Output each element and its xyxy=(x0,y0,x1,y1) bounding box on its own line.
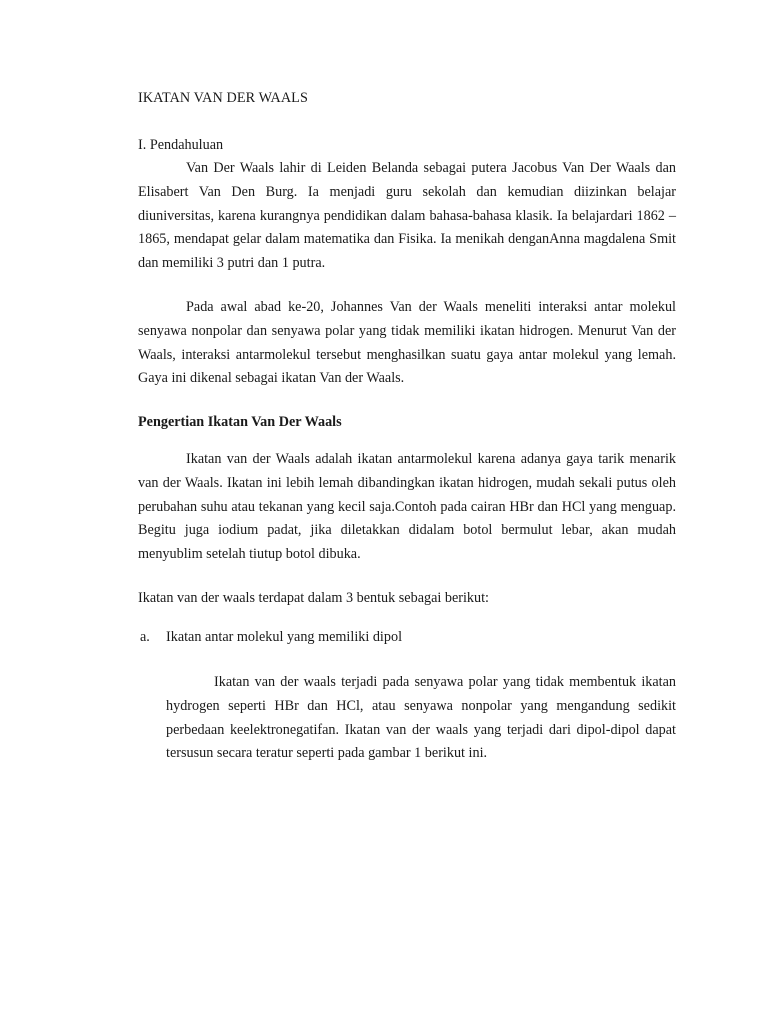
list-marker: a. xyxy=(140,629,150,645)
list-intro: Ikatan van der waals terdapat dalam 3 bentuk sebagai berikut: xyxy=(138,590,490,606)
section-label: I. Pendahuluan xyxy=(138,137,224,153)
paragraph-background: Pada awal abad ke-20, Johannes Van der Waals meneliti interaksi antar molekul senyawa nonpolar dan senyawa polar yang tidak memiliki ikatan hidrogen. Menurut Van der Waals, interaksi antarmolekul tersebut menghasilkan suatu gaya antar molekul yang lemah. Gaya ini dikenal sebagai ikatan Van der Waals. xyxy=(138,299,676,387)
paragraph-intro: Van Der Waals lahir di Leiden Belanda sebagai putera Jacobus Van Der Waals dan Elisabert Van Den Burg. Ia menjadi guru sekolah dan kemudian diizinkan belajar diuniversitas, karena kurangnya pendidikan dalam bahasa-bahasa klasik. Ia belajardari 1862 – 1865, mendapat gelar dalam matematika dan Fisika. Ia menikah denganAnna magdalena Smit dan memiliki 3 putri dan 1 putra. xyxy=(138,160,676,272)
paragraph-definition: Ikatan van der Waals adalah ikatan antarmolekul karena adanya gaya tarik menarik van der Waals. Ikatan ini lebih lemah dibandingkan ikatan hidrogen, mudah sekali putus oleh perubahan suhu atau tekanan yang kecil saja.Contoh pada cairan HBr dan HCl yang menguap. Begitu juga iodium padat, jika diletakkan didalam botol bermulut lebar, akan mudah menyublim setelah tiutup botol dibuka. xyxy=(138,451,676,563)
list-item-paragraph: Ikatan van der waals terjadi pada senyawa polar yang tidak membentuk ikatan hydrogen seperti HBr dan HCl, atau senyawa nonpolar yang mengandung sedikit perbedaan keelektronegatifan. Ikatan van der waals yang terjadi dari dipol-dipol dapat tersusun secara teratur seperti pada gambar 1 berikut ini. xyxy=(166,674,676,762)
document-title: IKATAN VAN DER WAALS xyxy=(138,90,308,106)
section-heading: Pengertian Ikatan Van Der Waals xyxy=(138,414,342,430)
list-item-label: Ikatan antar molekul yang memiliki dipol xyxy=(166,629,403,645)
